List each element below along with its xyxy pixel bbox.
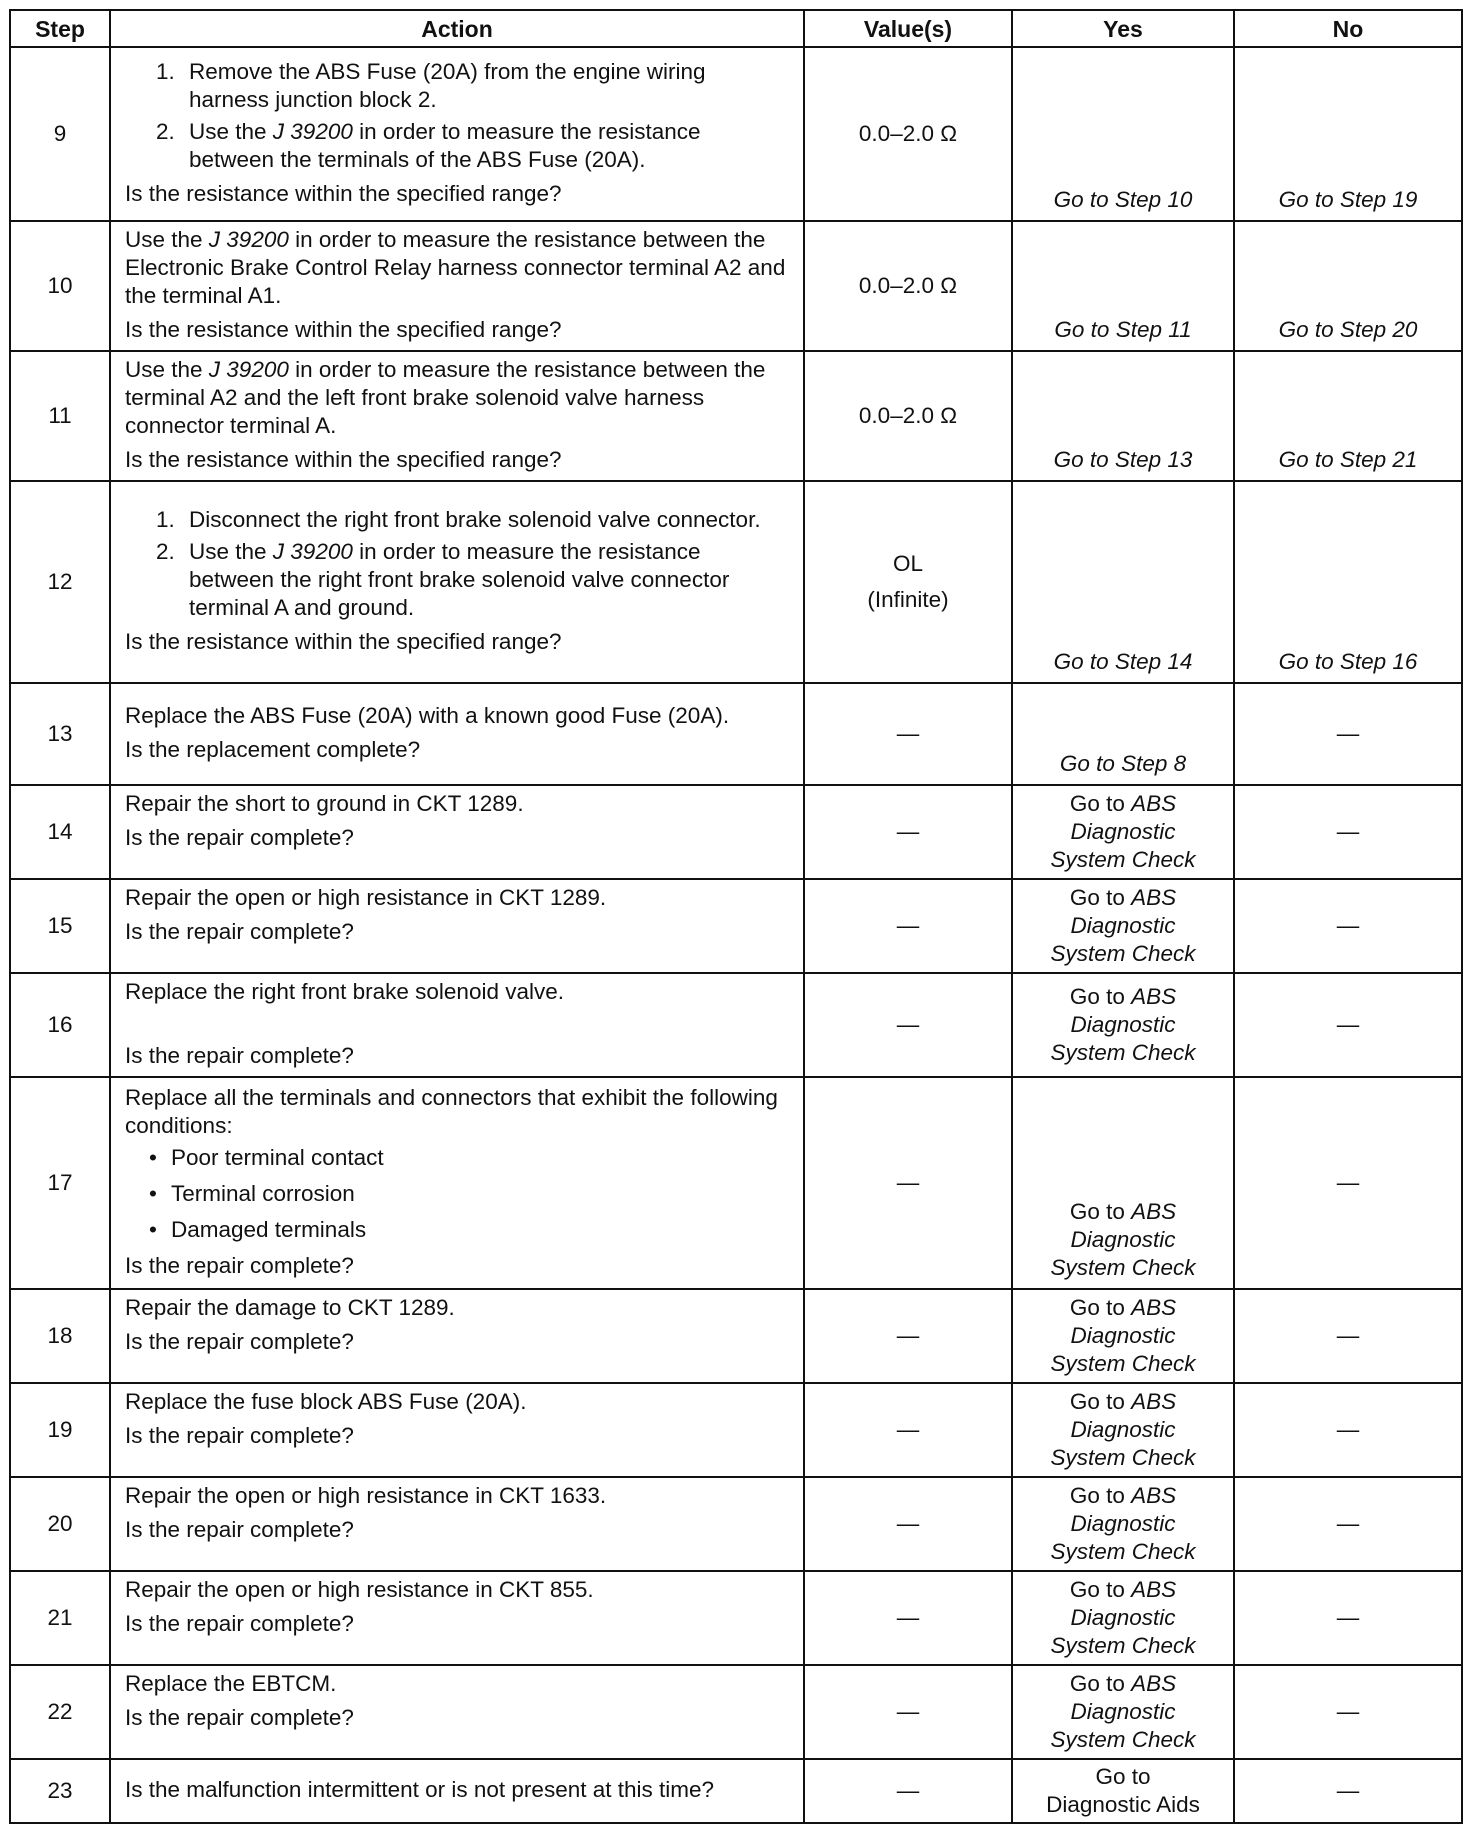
yes-cell[interactable]: Go to Step 8 [1012,683,1234,785]
table-row [10,973,1462,1077]
action-question: Is the resistance within the specified range? [125,181,562,206]
value-cell: — [804,1383,1012,1477]
yes-cell[interactable]: Go to Step 14 [1012,481,1234,683]
step-number: 23 [10,1759,110,1823]
value-cell: — [804,879,1012,973]
yes-cell[interactable]: Go to Diagnostic Aids [1012,1759,1234,1823]
header-no: No [1234,10,1462,47]
yes-cell[interactable]: Go to ABS Diagnostic System Check [1012,1289,1234,1383]
action-cell [110,481,804,683]
no-cell: — [1234,1383,1462,1477]
action-question: Is the repair complete? [125,1423,354,1448]
table-row [10,481,1462,683]
table-row [10,785,1462,879]
action-cell [110,1383,804,1477]
table-row [10,683,1462,785]
list-item: • Terminal corrosion [171,1180,791,1208]
action-text: Replace the fuse block ABS Fuse (20A). [125,1389,527,1414]
step-number: 19 [10,1383,110,1477]
step-number: 15 [10,879,110,973]
no-cell[interactable]: Go to Step 16 [1234,481,1462,683]
action-cell [110,1289,804,1383]
header-values: Value(s) [804,10,1012,47]
diagnostic-table [9,9,1463,1824]
no-cell: — [1234,1665,1462,1759]
action-text: Repair the open or high resistance in CKT 1289. [125,885,607,910]
no-cell: — [1234,1289,1462,1383]
step-number: 9 [10,47,110,221]
action-question: Is the resistance within the specified range? [125,317,562,342]
action-question: Is the repair complete? [125,1329,354,1354]
value-line: OL [892,551,923,576]
action-cell [110,973,804,1077]
action-text: Replace the EBTCM. [125,1671,337,1696]
yes-cell[interactable]: Go to Step 11 [1012,221,1234,351]
value-cell: — [804,1289,1012,1383]
no-cell: — [1234,1571,1462,1665]
step-number: 16 [10,973,110,1077]
no-cell: — [1234,683,1462,785]
action-steps [125,58,791,174]
value-line: (Infinite) [867,587,949,612]
condition-list [125,1144,791,1244]
action-cell [110,1477,804,1571]
action-cell [110,351,804,481]
table-row [10,1477,1462,1571]
action-question: Is the repair complete? [125,1705,354,1730]
step-number: 18 [10,1289,110,1383]
step-number: 17 [10,1077,110,1289]
action-text: Replace all the terminals and connectors that exhibit the following conditions: [125,1085,778,1138]
step-number: 11 [10,351,110,481]
step-number: 13 [10,683,110,785]
value-cell: — [804,1665,1012,1759]
header-step: Step [10,10,110,47]
tool-ref: J 39200 [272,119,353,144]
action-text: Repair the open or high resistance in CKT 1633. [125,1483,607,1508]
list-item: • Damaged terminals [171,1216,791,1244]
action-question: Is the replacement complete? [125,737,421,762]
yes-cell[interactable]: Go to ABS Diagnostic System Check [1012,1665,1234,1759]
action-step: 2. Use the J 39200 in order to measure the resistance between the right front brake solenoid valve connector terminal A and ground. [181,538,791,622]
value-cell: — [804,683,1012,785]
action-question: Is the repair complete? [125,1043,354,1068]
action-text: Repair the short to ground in CKT 1289. [125,791,524,816]
action-cell [110,47,804,221]
table-row [10,1665,1462,1759]
step-number: 22 [10,1665,110,1759]
value-cell: — [804,1759,1012,1823]
yes-cell[interactable]: Go to ABS Diagnostic System Check [1012,879,1234,973]
table-row [10,221,1462,351]
no-cell: — [1234,973,1462,1077]
table-row [10,1759,1462,1823]
table-row [10,1571,1462,1665]
action-text: Repair the open or high resistance in CKT 855. [125,1577,594,1602]
header-yes: Yes [1012,10,1234,47]
action-cell [110,221,804,351]
action-question: Is the resistance within the specified range? [125,629,562,654]
yes-cell[interactable]: Go to ABS Diagnostic System Check [1012,1477,1234,1571]
action-question: Is the repair complete? [125,1253,354,1278]
action-text: Replace the right front brake solenoid valve. [125,979,565,1004]
action-steps [125,506,791,622]
no-cell[interactable]: Go to Step 20 [1234,221,1462,351]
value-cell: 0.0–2.0 Ω [804,221,1012,351]
step-number: 10 [10,221,110,351]
table-row [10,1383,1462,1477]
action-cell [110,879,804,973]
value-cell [804,481,1012,683]
action-step: 2. Use the J 39200 in order to measure the resistance between the terminals of the ABS Fuse (20A). [181,118,791,174]
no-cell: — [1234,1477,1462,1571]
list-item: • Poor terminal contact [171,1144,791,1172]
value-cell: — [804,1477,1012,1571]
no-cell[interactable]: Go to Step 21 [1234,351,1462,481]
action-text: Repair the damage to CKT 1289. [125,1295,455,1320]
table-row [10,1289,1462,1383]
tool-ref: J 39200 [272,539,353,564]
no-cell: — [1234,1077,1462,1289]
action-cell [110,1665,804,1759]
action-text: Use the J 39200 in order to measure the resistance between the Electronic Brake Control Relay harness connector terminal A2 and the terminal A1. [125,227,786,308]
yes-cell[interactable]: Go to ABS Diagnostic System Check [1012,785,1234,879]
value-cell: — [804,1077,1012,1289]
table-row [10,47,1462,221]
action-text: Use the J 39200 in order to measure the resistance between the terminal A2 and the left front brake solenoid valve harness connector terminal A. [125,357,766,438]
table-row [10,351,1462,481]
action-question: Is the resistance within the specified range? [125,447,562,472]
value-cell: — [804,785,1012,879]
yes-cell[interactable]: Go to Step 10 [1012,47,1234,221]
action-cell [110,1759,804,1823]
action-cell [110,785,804,879]
yes-cell[interactable]: Go to ABS Diagnostic System Check [1012,973,1234,1077]
action-question: Is the repair complete? [125,825,354,850]
action-cell [110,1571,804,1665]
step-number: 14 [10,785,110,879]
yes-cell[interactable]: Go to ABS Diagnostic System Check [1012,1383,1234,1477]
table-row [10,1077,1462,1289]
yes-cell[interactable]: Go to Step 13 [1012,351,1234,481]
step-number: 21 [10,1571,110,1665]
action-step: 1. Disconnect the right front brake solenoid valve connector. [181,506,791,534]
value-cell: 0.0–2.0 Ω [804,47,1012,221]
action-step: 1. Remove the ABS Fuse (20A) from the engine wiring harness junction block 2. [181,58,791,114]
tool-ref: J 39200 [208,357,289,382]
action-question: Is the repair complete? [125,1517,354,1542]
step-number: 12 [10,481,110,683]
action-cell [110,683,804,785]
tool-ref: J 39200 [208,227,289,252]
no-cell: — [1234,1759,1462,1823]
table-row [10,879,1462,973]
header-action: Action [110,10,804,47]
step-number: 20 [10,1477,110,1571]
value-cell: — [804,973,1012,1077]
yes-cell[interactable]: Go to ABS Diagnostic System Check [1012,1077,1234,1289]
action-question: Is the malfunction intermittent or is not present at this time? [125,1777,715,1802]
yes-cell[interactable]: Go to ABS Diagnostic System Check [1012,1571,1234,1665]
no-cell[interactable]: Go to Step 19 [1234,47,1462,221]
no-cell: — [1234,785,1462,879]
no-cell: — [1234,879,1462,973]
header-row [10,10,1462,47]
value-cell: — [804,1571,1012,1665]
action-cell [110,1077,804,1289]
action-text: Replace the ABS Fuse (20A) with a known good Fuse (20A). [125,703,730,728]
action-question: Is the repair complete? [125,919,354,944]
action-question: Is the repair complete? [125,1611,354,1636]
value-cell: 0.0–2.0 Ω [804,351,1012,481]
